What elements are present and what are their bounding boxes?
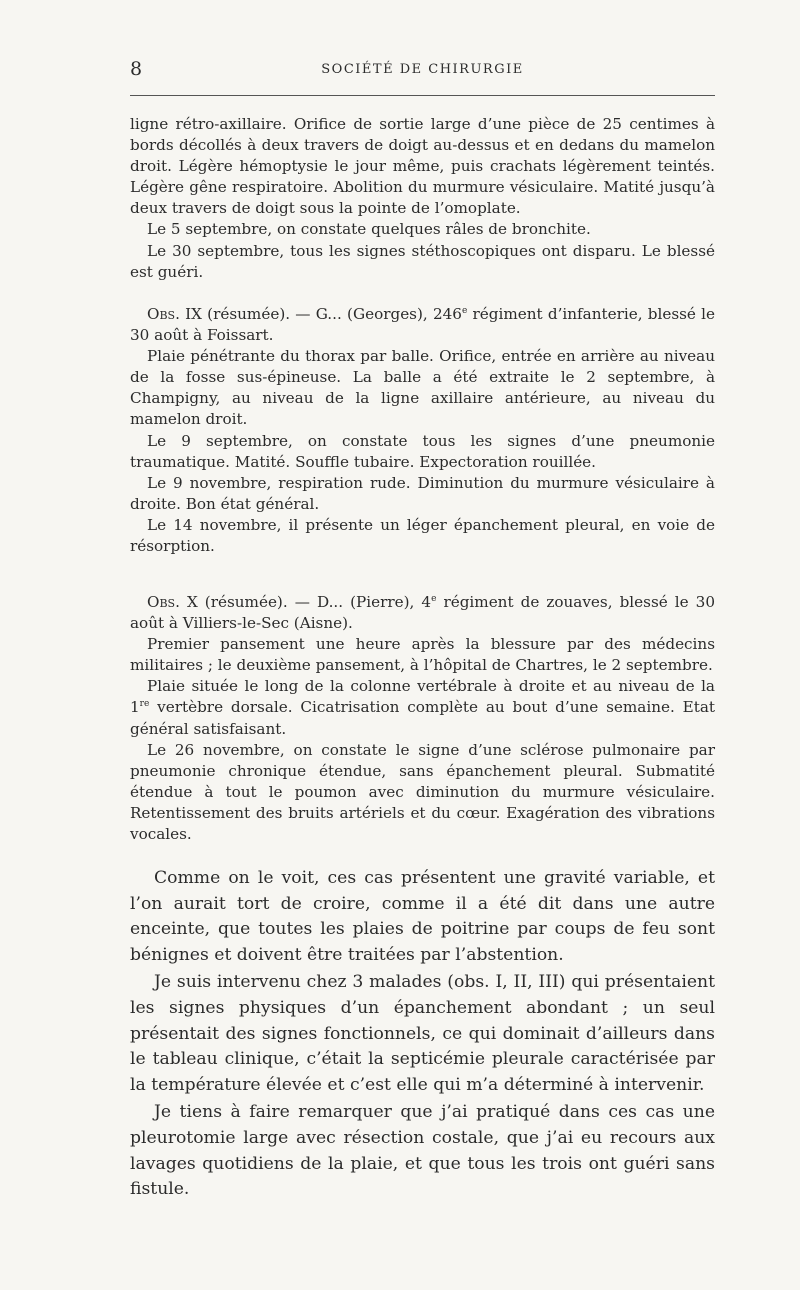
- paragraph-text: Plaie située le long de la colonne vertébrale à droite et au niveau de la 1: [130, 677, 715, 717]
- page-number: 8: [130, 58, 143, 80]
- header-rule: [130, 95, 715, 96]
- page-header: [130, 58, 715, 86]
- ordinal-superscript: e: [431, 593, 437, 604]
- observation-10: [130, 592, 715, 845]
- paragraph: Comme on le voit, ces cas présentent une gravité variable, et l’on aurait tort de croire, comme il a été dit dans une autre enceinte, que toutes les plaies de poitrine par coups de feu sont bénignes et doivent être traitées par l’abstention.: [130, 868, 715, 965]
- running-title: SOCIÉTÉ DE CHIRURGIE: [321, 62, 524, 77]
- paragraph: Le 9 septembre, on constate tous les signes d’une pneumonie traumatique. Matité. Souffle tubaire. Expectoration rouillée.: [130, 431, 715, 471]
- paragraph: Plaie pénétrante du thorax par balle. Orifice, entrée en arrière au niveau de la fosse sus-épineuse. La balle a été extraite le 2 septembre, à Champigny, au niveau de la ligne axillaire antérieure, au niveau du mamelon droit.: [130, 347, 715, 429]
- discussion: [130, 866, 715, 1205]
- observation-label: Obs. IX: [147, 305, 202, 323]
- ordinal-superscript: re: [139, 699, 150, 710]
- paragraph-text: vertèbre dorsale. Cicatrisation complète au bout d’une semaine. Etat général satisfaisant.: [130, 698, 715, 738]
- paragraph: Le 26 novembre, on constate le signe d’une sclérose pulmonaire par pneumonie chronique étendue, sans épanchement pleural. Submatité étendue à tout le poumon avec diminution du murmure vésiculaire. Retentissement des bruits artériels et du cœur. Exagération des vibrations vocales.: [130, 740, 715, 844]
- heading-text: régiment de zouaves, blessé le 30 août à Villiers-le-Sec (Aisne).: [130, 593, 715, 633]
- paragraph: ligne rétro-axillaire. Orifice de sortie large d’une pièce de 25 centimes à bords décollés à deux travers de doigt au-dessus et en dedans du mamelon droit. Légère hémoptysie le jour même, puis crachats légèrement teintés. Légère gêne respiratoire. Abolition du murmure vésiculaire. Matité jusqu’à deux travers de doigt sous la pointe de l’omoplate.: [130, 115, 715, 218]
- heading-text: (résumée). — G... (Georges), 246: [201, 305, 462, 323]
- observation-8-continued: [130, 114, 715, 283]
- paragraph: Le 9 novembre, respiration rude. Diminution du murmure vésiculaire à droite. Bon état général.: [130, 473, 715, 513]
- paragraph: Premier pansement une heure après la blessure par des médecins militaires ; le deuxième pansement, à l’hôpital de Chartres, le 2 septembre.: [130, 635, 715, 675]
- paragraph: [130, 676, 715, 739]
- ordinal-superscript: e: [461, 305, 468, 316]
- heading-text: (résumée). — D... (Pierre), 4: [197, 593, 432, 611]
- heading-text: régiment d’infanterie, blessé le 30 août à Foissart.: [130, 305, 715, 345]
- paragraph: Je tiens à faire remarquer que j’ai pratiqué dans ces cas une pleurotomie large avec résection costale, que j’ai eu recours aux lavages quotidiens de la plaie, et que tous les trois ont guéri sans fistule.: [130, 1102, 715, 1200]
- paragraph: Je suis intervenu chez 3 malades (obs. I, II, III) qui présentaient les signes physiques d’un épanchement abondant ; un seul présentait des signes fonctionnels, ce qui dominait d’ailleurs dans le tableau clinique, c’était la septicémie pleurale caractérisée par la température élevée et c’est elle qui m’a déterminé à intervenir.: [130, 972, 715, 1095]
- observation-heading: [130, 304, 715, 346]
- paragraph: Le 14 novembre, il présente un léger épanchement pleural, en voie de résorption.: [130, 515, 715, 556]
- observation-heading: [130, 592, 715, 634]
- observation-9: [130, 304, 715, 557]
- paragraph: Le 5 septembre, on constate quelques râles de bronchite.: [147, 220, 591, 239]
- observation-label: Obs. X: [147, 593, 198, 611]
- paragraph: Le 30 septembre, tous les signes stéthoscopiques ont disparu. Le blessé est guéri.: [130, 241, 715, 281]
